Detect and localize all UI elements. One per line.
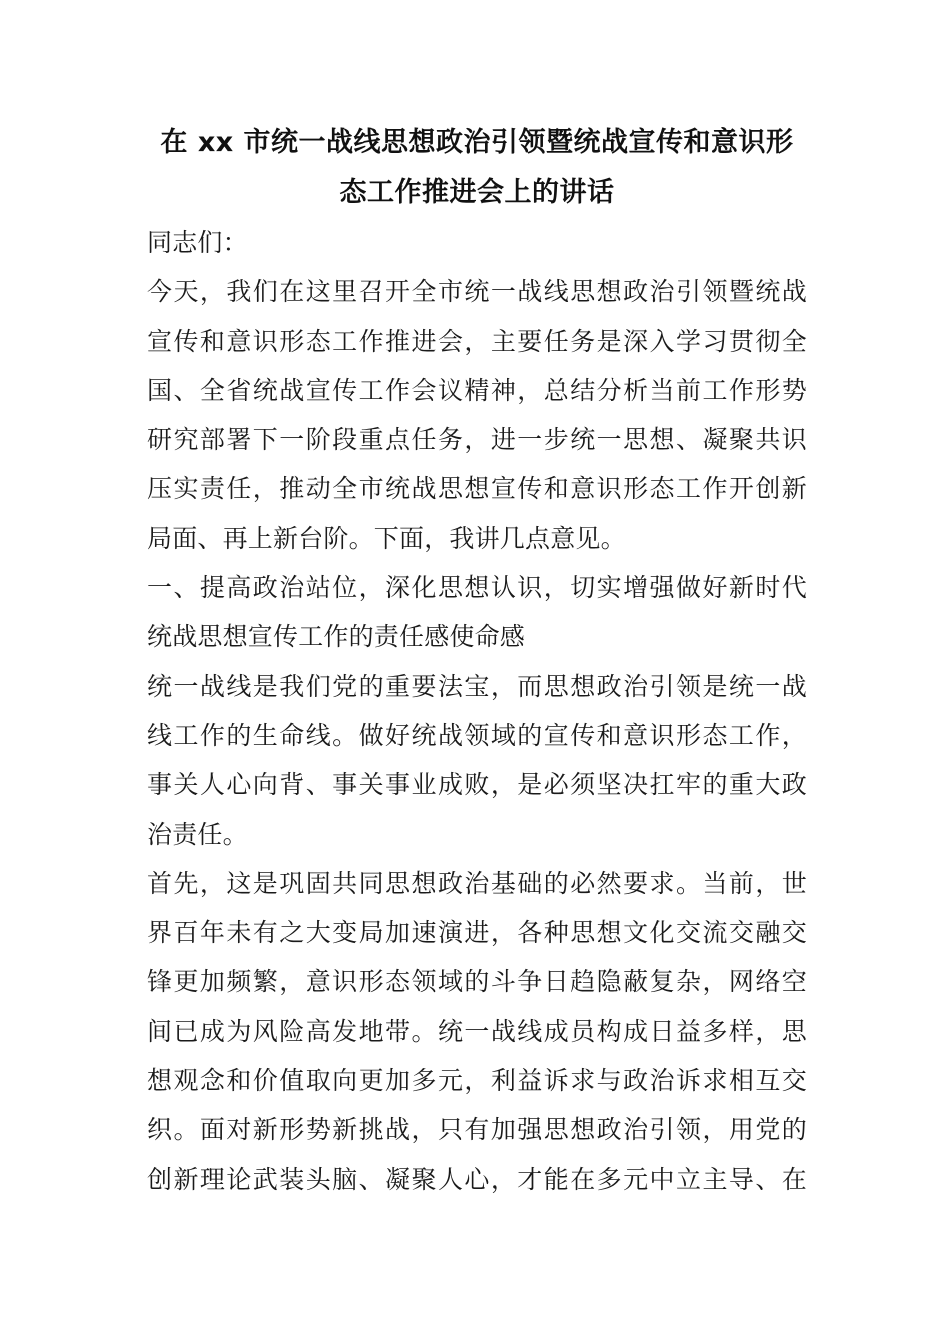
paragraph-line: 想观念和价值取向更加多元，利益诉求与政治诉求相互交 (147, 1066, 807, 1096)
paragraph-line: 宣传和意识形态工作推进会，主要任务是深入学习贯彻全 (147, 326, 807, 356)
paragraph-line: 统一战线是我们党的重要法宝，而思想政治引领是统一战 (147, 671, 807, 701)
document-page (147, 118, 807, 1204)
paragraph-intro (147, 267, 807, 563)
heading-line: 一、提高政治站位，深化思想认识，切实增强做好新时代 (147, 573, 807, 603)
paragraph-line: 事关人心向背、事关事业成败，是必须坚决扛牢的重大政 (147, 770, 807, 800)
paragraph-line: 线工作的生命线。做好统战领域的宣传和意识形态工作， (147, 720, 807, 750)
document-title (147, 118, 807, 218)
paragraph-united-front (147, 662, 807, 859)
paragraph-line: 界百年未有之大变局加速演进，各种思想文化交流交融交 (147, 918, 807, 948)
paragraph-line: 创新理论武装头脑、凝聚人心，才能在多元中立主导、在 (147, 1164, 807, 1194)
title-line-2: 态工作推进会上的讲话 (339, 177, 615, 208)
paragraph-line: 间已成为风险高发地带。统一战线成员构成日益多样，思 (147, 1016, 807, 1046)
paragraph-line: 局面、再上新台阶。下面，我讲几点意见。 (147, 523, 626, 553)
paragraph-line: 治责任。 (147, 819, 248, 849)
paragraph-line: 织。面对新形势新挑战，只有加强思想政治引领，用党的 (147, 1115, 807, 1145)
salutation-text: 同志们： (147, 228, 248, 257)
section-heading-1 (147, 563, 807, 662)
paragraph-line: 研究部署下一阶段重点任务，进一步统一思想、凝聚共识 (147, 425, 807, 455)
paragraph-line: 国、全省统战宣传工作会议精神，总结分析当前工作形势 (147, 375, 807, 405)
salutation (147, 218, 807, 267)
paragraph-line: 锋更加频繁，意识形态领域的斗争日趋隐蔽复杂，网络空 (147, 967, 807, 997)
paragraph-line: 压实责任，推动全市统战思想宣传和意识形态工作开创新 (147, 474, 807, 504)
paragraph-line: 今天，我们在这里召开全市统一战线思想政治引领暨统战 (147, 277, 807, 307)
heading-line: 统战思想宣传工作的责任感使命感 (147, 622, 526, 652)
title-line-1: 在 xx 市统一战线思想政治引领暨统战宣传和意识形 (160, 127, 794, 158)
paragraph-first-point (147, 859, 807, 1204)
paragraph-line: 首先，这是巩固共同思想政治基础的必然要求。当前，世 (147, 868, 807, 898)
